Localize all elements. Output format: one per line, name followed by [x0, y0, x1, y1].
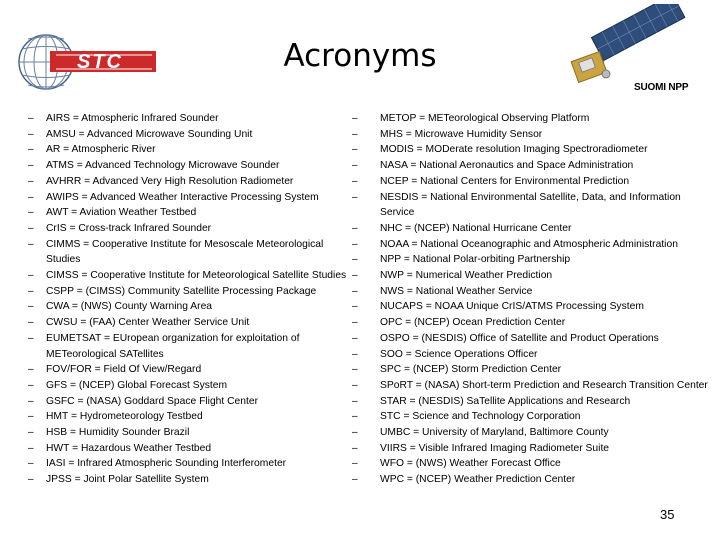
- bullet-dash: –: [352, 379, 358, 391]
- list-item: [28, 441, 348, 457]
- list-item: [28, 331, 348, 362]
- bullet-dash: –: [352, 113, 358, 124]
- list-item: [352, 252, 708, 268]
- acronym-definition: NASA = National Aeronautics and Space Administration: [380, 160, 634, 172]
- list-item: [28, 205, 348, 221]
- acronym-definition: WPC = (NCEP) Weather Prediction Center: [380, 474, 576, 486]
- acronym-definition: NWS = National Weather Service: [380, 285, 533, 297]
- bullet-dash: –: [28, 474, 34, 486]
- list-item: [352, 268, 708, 284]
- acronym-definition: CIMMS = Cooperative Institute for Mesoscale Meteorological Studies: [46, 238, 324, 266]
- acronym-definition: AVHRR = Advanced Very High Resolution Radiometer: [46, 175, 294, 187]
- list-item: [28, 190, 348, 206]
- bullet-dash: –: [352, 332, 358, 344]
- bullet-dash: –: [352, 474, 358, 486]
- bullet-dash: –: [28, 113, 34, 124]
- list-item: [352, 347, 708, 363]
- acronym-definition: NOAA = National Oceanographic and Atmospheric Administration: [380, 238, 678, 250]
- list-item: [352, 299, 708, 315]
- acronym-definition: SOO = Science Operations Officer: [380, 348, 538, 360]
- acronym-definition: GSFC = (NASA) Goddard Space Flight Center: [46, 395, 259, 407]
- acronym-definition: MHS = Microwave Humidity Sensor: [380, 128, 543, 140]
- bullet-dash: –: [28, 285, 34, 297]
- acronym-definition: NESDIS = National Environmental Satellite, Data, and Information Service: [380, 191, 681, 219]
- bullet-dash: –: [28, 175, 34, 187]
- acronym-definition: OPC = (NCEP) Ocean Prediction Center: [380, 317, 566, 329]
- acronym-definition: AMSU = Advanced Microwave Sounding Unit: [46, 128, 253, 140]
- acronym-definition: CrIS = Cross-track Infrared Sounder: [46, 222, 212, 234]
- list-item: [352, 284, 708, 300]
- bullet-dash: –: [28, 364, 34, 376]
- bullet-dash: –: [28, 379, 34, 391]
- acronym-definition: AWT = Aviation Weather Testbed: [46, 207, 197, 219]
- bullet-dash: –: [352, 317, 358, 329]
- bullet-dash: –: [352, 144, 358, 156]
- acronym-definition: HWT = Hazardous Weather Testbed: [46, 442, 212, 454]
- list-item: [352, 472, 708, 488]
- logo-text: STC: [77, 51, 123, 73]
- list-item: [352, 394, 708, 410]
- bullet-dash: –: [352, 175, 358, 187]
- bullet-dash: –: [28, 442, 34, 454]
- list-item: [352, 378, 708, 394]
- list-item: [352, 221, 708, 237]
- list-item: [28, 111, 348, 127]
- acronym-definition: CWSU = (FAA) Center Weather Service Unit: [46, 317, 250, 329]
- bullet-dash: –: [352, 442, 358, 454]
- acronym-definition: NWP = Numerical Weather Prediction: [380, 270, 553, 282]
- list-item: [352, 409, 708, 425]
- list-item: [28, 315, 348, 331]
- bullet-dash: –: [352, 254, 358, 266]
- list-item: [28, 456, 348, 472]
- bullet-dash: –: [352, 458, 358, 470]
- list-item: [28, 284, 348, 300]
- list-item: [28, 268, 348, 284]
- acronym-definition: FOV/FOR = Field Of View/Regard: [46, 364, 202, 376]
- acronym-definition: GFS = (NCEP) Global Forecast System: [46, 379, 228, 391]
- acronym-definition: MODIS = MODerate resolution Imaging Spectroradiometer: [380, 144, 648, 156]
- acronym-definition: JPSS = Joint Polar Satellite System: [46, 474, 209, 486]
- bullet-dash: –: [28, 238, 34, 250]
- list-item: [28, 409, 348, 425]
- acronym-definition: ATMS = Advanced Technology Microwave Sounder: [46, 160, 280, 172]
- acronym-definition: NUCAPS = NOAA Unique CrIS/ATMS Processing System: [380, 301, 644, 313]
- acronym-definition: VIIRS = Visible Infrared Imaging Radiometer Suite: [380, 442, 610, 454]
- list-item: [352, 315, 708, 331]
- acronym-definition: EUMETSAT = EUropean organization for exploitation of METeorological SATellites: [46, 332, 300, 360]
- acronym-definition: NPP = National Polar-orbiting Partnership: [380, 254, 571, 266]
- list-item: [28, 237, 348, 268]
- acronym-definition: NHC = (NCEP) National Hurricane Center: [380, 222, 572, 234]
- page-title: Acronyms: [283, 38, 437, 74]
- acronym-definition: WFO = (NWS) Weather Forecast Office: [380, 458, 561, 470]
- list-item: [352, 111, 708, 127]
- bullet-dash: –: [28, 144, 34, 156]
- list-item: [352, 190, 708, 221]
- bullet-dash: –: [28, 395, 34, 407]
- satellite-icon: [566, 4, 704, 94]
- acronym-definition: HMT = Hydrometeorology Testbed: [46, 411, 203, 423]
- bullet-dash: –: [352, 411, 358, 423]
- acronym-definition: METOP = METeorological Observing Platform: [380, 113, 590, 124]
- list-item: [28, 158, 348, 174]
- bullet-dash: –: [28, 207, 34, 219]
- list-item: [352, 158, 708, 174]
- bullet-dash: –: [28, 160, 34, 172]
- bullet-dash: –: [352, 128, 358, 140]
- bullet-dash: –: [352, 238, 358, 250]
- acronym-list-left: [28, 111, 348, 488]
- list-item: [28, 472, 348, 488]
- list-item: [352, 456, 708, 472]
- bullet-dash: –: [352, 285, 358, 297]
- bullet-dash: –: [352, 364, 358, 376]
- acronym-definition: CIMSS = Cooperative Institute for Meteorological Satellite Studies: [46, 270, 347, 282]
- bullet-dash: –: [352, 395, 358, 407]
- list-item: [352, 237, 708, 253]
- list-item: [352, 174, 708, 190]
- bullet-dash: –: [352, 427, 358, 439]
- list-item: [352, 331, 708, 347]
- list-item: [28, 174, 348, 190]
- bullet-dash: –: [28, 332, 34, 344]
- acronym-definition: SPoRT = (NASA) Short-term Prediction and Research Transition Center: [380, 379, 708, 391]
- list-item: [28, 299, 348, 315]
- acronym-definition: STAR = (NESDIS) SaTellite Applications and Research: [380, 395, 631, 407]
- list-item: [28, 221, 348, 237]
- list-item: [28, 142, 348, 158]
- acronym-definition: SPC = (NCEP) Storm Prediction Center: [380, 364, 562, 376]
- list-item: [28, 378, 348, 394]
- bullet-dash: –: [28, 222, 34, 234]
- list-item: [28, 362, 348, 378]
- acronym-definition: IASI = Infrared Atmospheric Sounding Interferometer: [46, 458, 287, 470]
- list-item: [28, 127, 348, 143]
- acronym-definition: OSPO = (NESDIS) Office of Satellite and Product Operations: [380, 332, 659, 344]
- bullet-dash: –: [28, 191, 34, 203]
- bullet-dash: –: [352, 301, 358, 313]
- bullet-dash: –: [28, 458, 34, 470]
- satellite-label: SUOMI NPP: [634, 82, 689, 93]
- acronym-definition: NCEP = National Centers for Environmental Prediction: [380, 175, 630, 187]
- acronym-definition: UMBC = University of Maryland, Baltimore County: [380, 427, 609, 439]
- bullet-dash: –: [352, 222, 358, 234]
- list-item: [28, 425, 348, 441]
- bullet-dash: –: [28, 301, 34, 313]
- acronym-definition: CWA = (NWS) County Warning Area: [46, 301, 213, 313]
- bullet-dash: –: [352, 270, 358, 282]
- bullet-dash: –: [28, 427, 34, 439]
- list-item: [352, 142, 708, 158]
- acronym-list-right: [352, 111, 708, 488]
- bullet-dash: –: [28, 317, 34, 329]
- acronym-definition: AWIPS = Advanced Weather Interactive Processing System: [46, 191, 319, 203]
- bullet-dash: –: [352, 160, 358, 172]
- acronym-definition: STC = Science and Technology Corporation: [380, 411, 581, 423]
- bullet-dash: –: [28, 270, 34, 282]
- acronym-definition: AIRS = Atmospheric Infrared Sounder: [46, 113, 219, 124]
- page-number: 35: [660, 507, 675, 522]
- bullet-dash: –: [28, 128, 34, 140]
- acronym-definition: CSPP = (CIMSS) Community Satellite Processing Package: [46, 285, 317, 297]
- acronym-definition: HSB = Humidity Sounder Brazil: [46, 427, 190, 439]
- bullet-dash: –: [352, 191, 358, 203]
- bullet-dash: –: [28, 411, 34, 423]
- bullet-dash: –: [352, 348, 358, 360]
- list-item: [28, 394, 348, 410]
- list-item: [352, 362, 708, 378]
- list-item: [352, 425, 708, 441]
- list-item: [352, 127, 708, 143]
- acronym-definition: AR = Atmospheric River: [46, 144, 156, 156]
- list-item: [352, 441, 708, 457]
